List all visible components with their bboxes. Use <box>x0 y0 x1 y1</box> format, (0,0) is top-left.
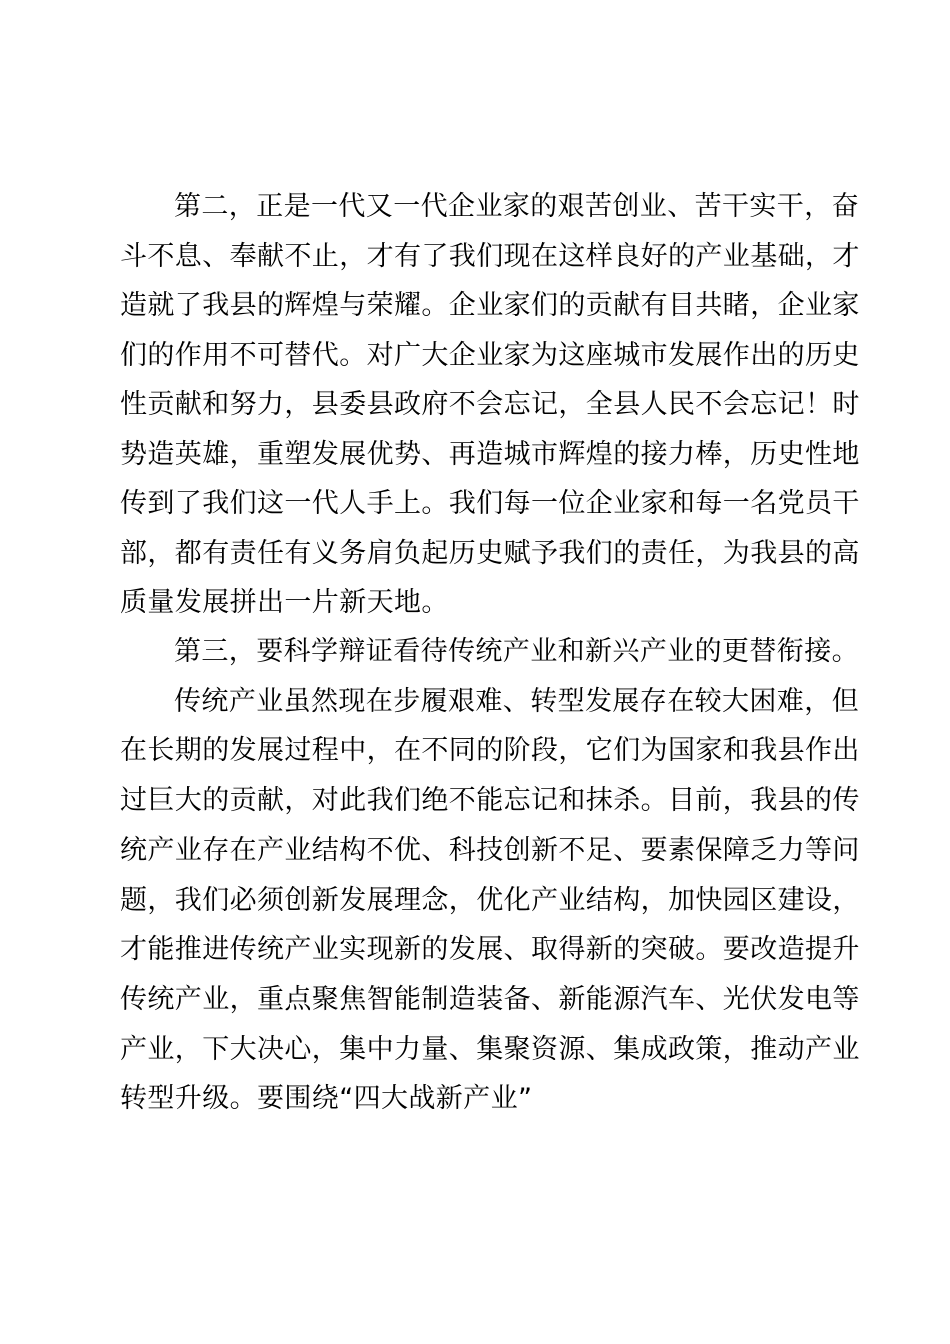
paragraph-traditional-industry-line: 转型升级。要围绕“四大战新产业” <box>120 1083 533 1114</box>
paragraph-second-point-line: 斗不息、奉献不止，才有了我们现在这样良好的产业基础，才 <box>120 241 860 272</box>
paragraph-second-point-line: 性贡献和努力，县委县政府不会忘记，全县人民不会忘记！时 <box>120 389 860 420</box>
paragraph-second-point-line: 传到了我们这一代人手上。我们每一位企业家和每一名党员干 <box>120 488 860 519</box>
paragraph-traditional-industry-line: 产业，下大决心，集中力量、集聚资源、集成政策，推动产业 <box>120 1034 860 1065</box>
paragraph-traditional-industry-line: 统产业存在产业结构不优、科技创新不足、要素保障乏力等问 <box>120 835 860 866</box>
paragraph-traditional-industry-line: 题，我们必须创新发展理念，优化产业结构，加快园区建设， <box>120 885 860 916</box>
paragraph-second-point-line: 们的作用不可替代。对广大企业家为这座城市发展作出的历史 <box>120 340 860 371</box>
paragraph-traditional-industry-line: 传统产业，重点聚焦智能制造装备、新能源汽车、光伏发电等 <box>120 984 860 1015</box>
paragraph-traditional-industry-line: 才能推进传统产业实现新的发展、取得新的突破。要改造提升 <box>120 934 860 965</box>
paragraph-traditional-industry-line: 传统产业虽然现在步履艰难、转型发展存在较大困难，但 <box>174 686 859 717</box>
paragraph-third-point-line: 第三，要科学辩证看待传统产业和新兴产业的更替衔接。 <box>174 636 859 667</box>
paragraph-second-point-line: 势造英雄，重塑发展优势、再造城市辉煌的接力棒，历史性地 <box>120 439 860 470</box>
paragraph-second-point-line: 第二，正是一代又一代企业家的艰苦创业、苦干实干，奋 <box>174 191 859 222</box>
paragraph-second-point-line: 质量发展拼出一片新天地。 <box>120 587 449 618</box>
paragraph-traditional-industry-line: 在长期的发展过程中，在不同的阶段，它们为国家和我县作出 <box>120 735 860 766</box>
paragraph-second-point-line: 部，都有责任有义务肩负起历史赋予我们的责任，为我县的高 <box>120 538 860 569</box>
paragraph-traditional-industry-line: 过巨大的贡献，对此我们绝不能忘记和抹杀。目前，我县的传 <box>120 785 860 816</box>
paragraph-second-point-line: 造就了我县的辉煌与荣耀。企业家们的贡献有目共睹，企业家 <box>120 290 860 321</box>
